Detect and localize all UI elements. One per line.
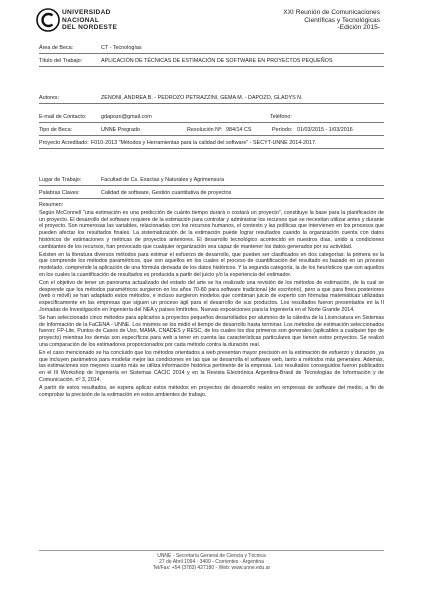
abstract-paragraph: En el caso mencionado se ha concluido que los métodos orientados a web presentan mayor precisión en la estimación de esfuerzo y duración, ya que incluyen parámetros para modelar mejor las condiciones en las que se desarrolla el software web, tanto a métodos más generales. Además, las estimaciones son mejores cuanto más se utiliza información histórica pertinente de la empresa. Los resultados conseguidos fueron publicados en el III Workshop de Ingeniería en Sistemas CACIC 2014 y en la Revista Electrónica Argentina-Brasil de Tecnologías de Información y de Comunicación, nº 3, 2014. xyxy=(39,349,384,383)
divider xyxy=(39,103,384,104)
period-value: 01/03/2015 - 1/03/2016 xyxy=(297,127,353,133)
phone-label: Teléfono: xyxy=(270,114,292,120)
abstract-paragraph: Según McConnell "una estimación es una predicción de cuánto tiempo durará o costará un proyecto", constituye la base para la planificación de un proyecto. El desarrollo del software requiere de la estimación para controlar y administrar los recursos que se necesitan utilizar antes y durante el proyecto. Son numerosas las variables, relacionadas con los recursos humanos, el contexto y las políticas que intervienen en los procesos que pueden afectar los resultados finales. La sistematización de la estimación puede lograr resultados cuando la organización cuenta con datos históricos de estimaciones y métricas de proyectos anteriores. El desarrollo tecnológico acontecido en nuestros días, unido a condiciones cambiantes de los recursos, han provocado que cualquier organización sea capaz de mantener los datos generados por su actividad. xyxy=(39,209,384,250)
authors-label: Autores: xyxy=(39,95,60,101)
university-logo-icon xyxy=(36,8,60,32)
keywords-label: Palabras Claves: xyxy=(39,190,80,196)
beca-label: Tipo de Beca: xyxy=(39,127,73,133)
email-label: E-mail de Contacto: xyxy=(39,114,87,120)
authors-value: ZENONI, ANDREA B. - PEDROZO PETRAZZINI, GEMA M. - DAPOZO, GLADYS N. xyxy=(101,95,303,101)
project-label: Proyecto Acreditado: xyxy=(39,140,89,146)
divider xyxy=(39,135,384,136)
keywords-value: Calidad de software, Gestión cuantitativa de proyectos xyxy=(101,190,232,196)
area-value: CT - Tecnologías xyxy=(101,45,142,51)
divider xyxy=(39,66,384,67)
title-value: APLICACIÓN DE TÉCNICAS DE ESTIMACIÓN DE SOFTWARE EN PROYECTOS PEQUEÑOS xyxy=(101,58,333,64)
place-value: Facultad de Cs. Exactas y Naturales y Agrimensura xyxy=(101,177,225,183)
resolution-label: Resolución Nº: xyxy=(187,127,223,133)
abstract-paragraph: Se han seleccionado cinco métodos para aplicarlos a proyectos pequeños desarrollados por alumnos de la cátedra de la Licenciatura en Sistemas de Información de la FaCENA - UNNE. Los mismos se los midió el tiempo de desarrollo hasta terminar. Los métodos de estimación seleccionados fueron: FP-Lite, Puntos de Casos de Uso, MAMA, CNADES y RESC, de los cuales los dos primeros son generales (aplicables a cualquier tipo de proyecto) mientras los demás son específicos para web a tener en cuenta las características particulares que tienen estos proyectos. Se realizó una comparación de los estimadores proporcionados por cada método contra la duración real. xyxy=(39,314,384,348)
resolution-value: 984/14 CS xyxy=(226,127,252,133)
beca-value: UNNE Pregrado xyxy=(101,127,140,133)
project-value: F010-2013 "Métodos y Herramientas para la calidad del software" - SECYT-UNNE 2014-2017. xyxy=(91,140,317,146)
footer-line: 27 de Abril 1094 - 3400 - Corrientes - Argentina xyxy=(159,559,264,565)
footer-divider xyxy=(39,550,384,551)
footer-line: UNNE - Secretaría General de Ciencia y Técnica xyxy=(157,553,266,559)
period-label: Período: xyxy=(272,127,293,133)
abstract xyxy=(39,202,384,399)
place-label: Lugar de Trabajo: xyxy=(39,177,82,183)
abstract-heading: Resumen: xyxy=(39,202,64,208)
university-name: UNIVERSIDAD NACIONAL DEL NORDESTE xyxy=(62,9,118,32)
divider xyxy=(39,148,384,149)
divider xyxy=(39,53,384,54)
event-title: XXI Reunión de Comunicaciones Científicas y Tecnológicas -Edición 2015- xyxy=(283,9,380,32)
divider xyxy=(39,198,384,199)
area-label: Área de Beca: xyxy=(39,45,74,51)
email-value: gdapozo@gmail.com xyxy=(101,114,152,120)
divider xyxy=(39,122,384,123)
footer xyxy=(0,553,423,571)
footer-line: Tel/Fax: +54 (3783) 427180 - Web: www.unne.edu.ar xyxy=(152,565,271,571)
divider xyxy=(39,185,384,186)
title-label: Título del Trabajo: xyxy=(39,58,83,64)
abstract-paragraph: Existen en la literatura diversos métodos para estimar el esfuerzo de desarrollo, que pueden ser clasificados en dos categorías: la primera es la que comprende los métodos paramétricos, que son aquellos en los cuales el proceso de cuantificación del resultado es basado en un proceso modelado, comprende la aplicación de una fórmula derivada de los datos históricos. Y la segunda categoría, la de los heurísticos que son aquellos en los cuales la cuantificación de resultados es producida a partir del juicio y/o la experiencia del estimador. xyxy=(39,251,384,278)
abstract-paragraph: Con el objetivo de tener un panorama actualizado del estado del arte se ha realizado una revisión de los métodos de estimación, de la cual se desprende que los métodos paramétricos surgieron en los años 70-80 para software tradicional (de escritorio), pero a que para fines posteriores (web o móvil) se han adaptado estos métodos, e incluso surgieron modelos que combinan juicio de experto con fórmulas matemáticas utilizadas específicamente en las empresas que siguen un proceso ágil para el desarrollo de sus productos. Los resultados fueron presentados en la II Jornadas de Investigación en Ingeniería del NEA y países limítrofes. Nuevas exposiciones para la Ingeniería en el Norte Grande 2014. xyxy=(39,279,384,313)
abstract-paragraph: A partir de estos resultados, se espera aplicar estos métodos en proyectos de desarrollo reales en empresas de software del medio, a fin de comprobar la precisión de la estimación en estos ambientes de trabajo. xyxy=(39,384,384,398)
